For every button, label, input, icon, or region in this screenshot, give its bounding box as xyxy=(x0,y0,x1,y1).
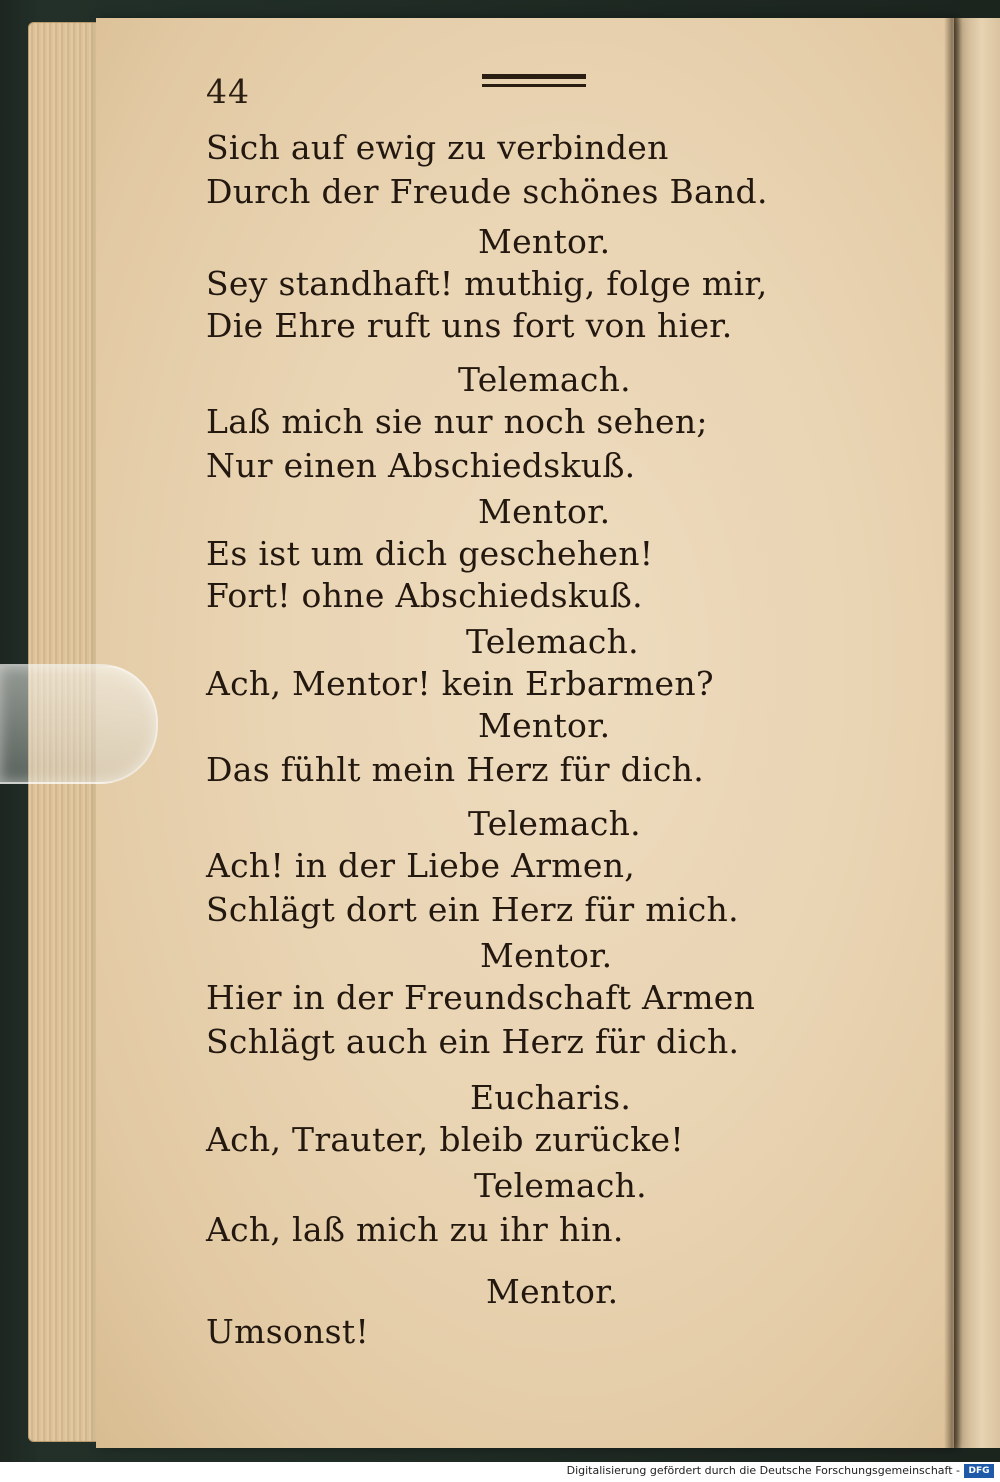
speaker-name: Mentor. xyxy=(478,706,611,745)
verse-line: Nur einen Abschiedskuß. xyxy=(206,446,636,485)
speaker-name: Mentor. xyxy=(478,222,611,261)
verse-line: Umsonst! xyxy=(206,1312,370,1351)
speaker-name: Telemach. xyxy=(474,1166,647,1205)
verse-line: Schlägt auch ein Herz für dich. xyxy=(206,1022,740,1061)
verse-line: Sey standhaft! muthig, folge mir, xyxy=(206,264,768,303)
verse-line: Laß mich sie nur noch sehen; xyxy=(206,402,708,441)
funding-notice: Digitalisierung gefördert durch die Deutsche Forschungsgemeinschaft - xyxy=(566,1464,960,1477)
page-number: 44 xyxy=(206,72,250,111)
facing-page-edge xyxy=(954,18,1000,1448)
verse-line: Hier in der Freundschaft Armen xyxy=(206,978,756,1017)
speaker-name: Telemach. xyxy=(466,622,639,661)
verse-line: Fort! ohne Abschiedskuß. xyxy=(206,576,643,615)
page-holder-clip xyxy=(0,664,158,784)
verse-line: Ach, Mentor! kein Erbarmen? xyxy=(206,664,714,703)
speaker-name: Telemach. xyxy=(458,360,631,399)
book-gutter xyxy=(944,18,960,1448)
dfg-logo: DFG xyxy=(964,1464,994,1478)
verse-line: Ach, laß mich zu ihr hin. xyxy=(206,1210,624,1249)
speaker-name: Mentor. xyxy=(478,492,611,531)
verse-line: Das fühlt mein Herz für dich. xyxy=(206,750,704,789)
verse-line: Sich auf ewig zu verbinden xyxy=(206,128,669,167)
verse-line: Es ist um dich geschehen! xyxy=(206,534,654,573)
speaker-name: Eucharis. xyxy=(470,1078,632,1117)
verse-line: Durch der Freude schönes Band. xyxy=(206,172,768,211)
verse-line: Ach! in der Liebe Armen, xyxy=(206,846,636,885)
speaker-name: Mentor. xyxy=(480,936,613,975)
speaker-name: Telemach. xyxy=(468,804,641,843)
verse-line: Schlägt dort ein Herz für mich. xyxy=(206,890,739,929)
verse-line: Ach, Trauter, bleib zurücke! xyxy=(206,1120,684,1159)
speaker-name: Mentor. xyxy=(486,1272,619,1311)
verse-line: Die Ehre ruft uns fort von hier. xyxy=(206,306,733,345)
header-rule xyxy=(482,74,586,94)
